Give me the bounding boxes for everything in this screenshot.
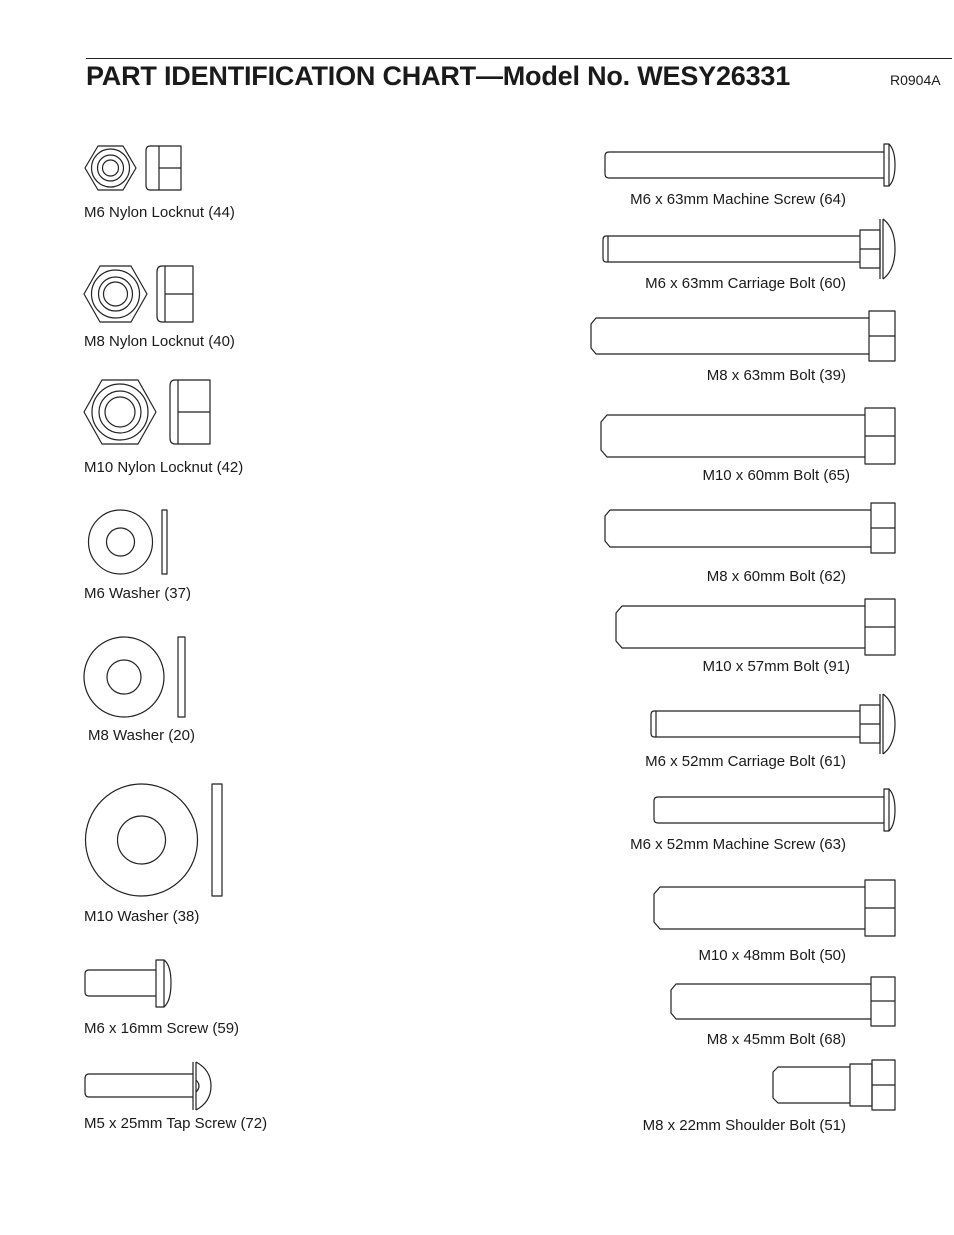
- part-label-m6-52mm-carriage-bolt: M6 x 52mm Carriage Bolt (61): [645, 753, 846, 770]
- screw-icon: [85, 960, 171, 1007]
- part-label-m8-63mm-bolt: M8 x 63mm Bolt (39): [706, 367, 846, 384]
- hex-bolt-icon: [671, 977, 895, 1026]
- carriage-bolt-icon: [651, 694, 895, 754]
- part-label-m6-52mm-machine-screw: M6 x 52mm Machine Screw (63): [630, 836, 846, 853]
- part-label-m5-25mm-tap-screw: M5 x 25mm Tap Screw (72): [84, 1115, 268, 1132]
- part-label-m6-nylon-locknut: M6 Nylon Locknut (44): [84, 204, 235, 221]
- part-label-m6-washer: M6 Washer (37): [84, 585, 191, 602]
- part-label-m10-washer: M10 Washer (38): [84, 908, 200, 925]
- part-label-m10-48mm-bolt: M10 x 48mm Bolt (50): [698, 947, 846, 964]
- part-label-m6-63mm-carriage-bolt: M6 x 63mm Carriage Bolt (60): [645, 275, 846, 292]
- carriage-bolt-icon: [603, 219, 895, 279]
- tap-screw-icon: [85, 1062, 211, 1110]
- part-label-m6-63mm-machine-screw: M6 x 63mm Machine Screw (64): [630, 191, 846, 208]
- part-label-m10-nylon-locknut: M10 Nylon Locknut (42): [84, 459, 244, 476]
- washer-icon: [89, 510, 168, 574]
- document-code: R0904A: [890, 72, 941, 88]
- part-label-m8-nylon-locknut: M8 Nylon Locknut (40): [84, 333, 235, 350]
- hex-bolt-icon: [601, 408, 895, 464]
- part-label-m10-60mm-bolt: M10 x 60mm Bolt (65): [702, 467, 850, 484]
- part-label-m8-45mm-bolt: M8 x 45mm Bolt (68): [706, 1031, 846, 1048]
- washer-icon: [86, 784, 223, 896]
- part-label-m8-60mm-bolt: M8 x 60mm Bolt (62): [706, 568, 846, 585]
- hex-bolt-icon: [616, 599, 895, 655]
- hex-bolt-icon: [654, 880, 895, 936]
- machine-screw-icon: [605, 144, 895, 186]
- hex-locknut-side-icon: [170, 380, 210, 444]
- part-label-m10-57mm-bolt: M10 x 57mm Bolt (91): [702, 658, 850, 675]
- part-label-m6-16mm-screw: M6 x 16mm Screw (59): [84, 1020, 240, 1037]
- machine-screw-icon: [654, 789, 895, 831]
- hex-locknut-side-icon: [157, 266, 193, 322]
- hex-locknut-side-icon: [146, 146, 181, 190]
- part-label-m8-22mm-shoulder-bolt: M8 x 22mm Shoulder Bolt (51): [642, 1117, 846, 1134]
- page-title: PART IDENTIFICATION CHART—Model No. WESY26331: [86, 61, 791, 91]
- washer-icon: [84, 637, 185, 717]
- hex-bolt-icon: [605, 503, 895, 553]
- part-label-m8-washer: M8 Washer (20): [88, 727, 195, 744]
- hex-bolt-icon: [591, 311, 895, 361]
- hex-locknut-icon: [84, 380, 156, 444]
- shoulder-bolt-icon: [773, 1060, 895, 1110]
- hex-locknut-icon: [84, 266, 147, 322]
- hex-locknut-icon: [85, 146, 136, 190]
